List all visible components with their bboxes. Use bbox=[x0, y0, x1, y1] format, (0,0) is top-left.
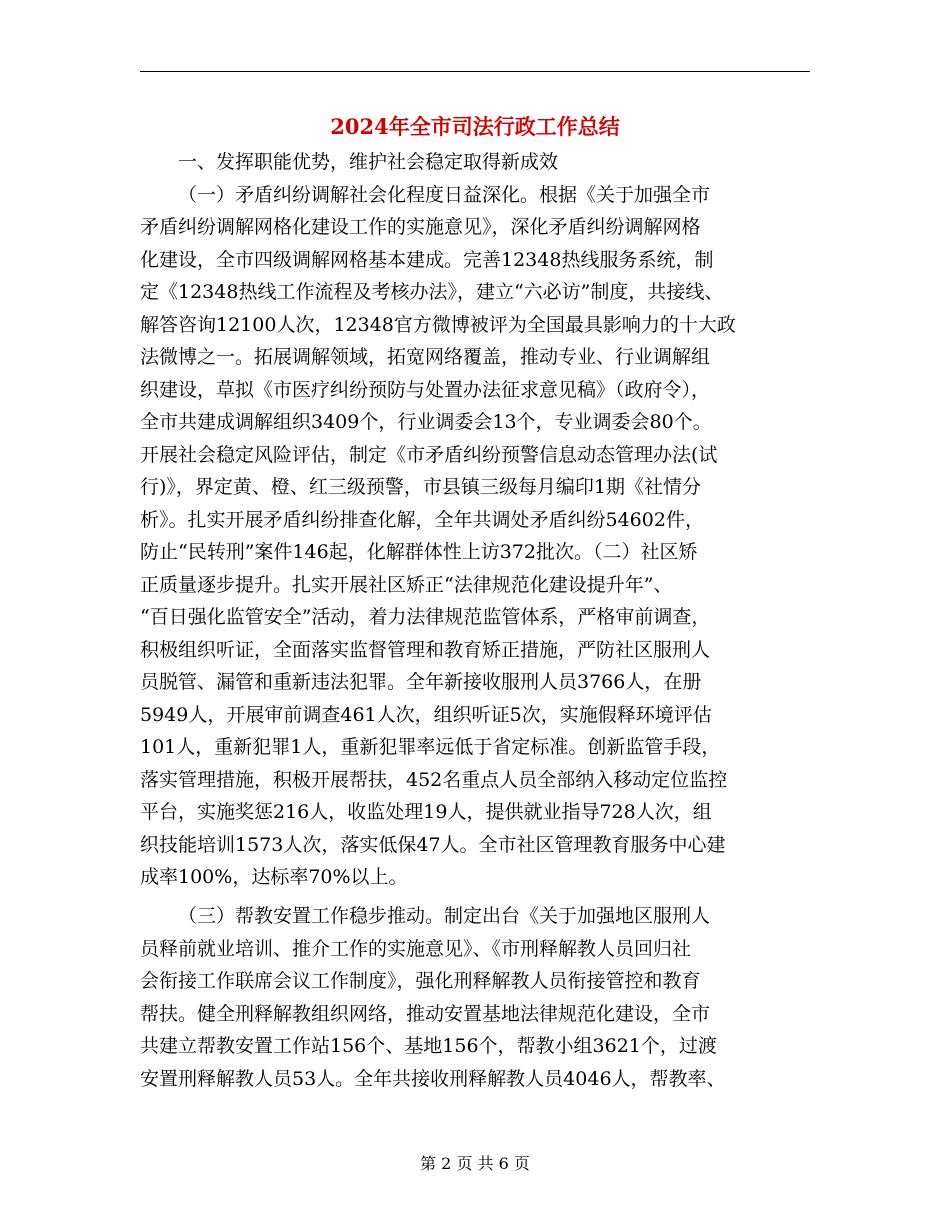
text-line: 防止“民转刑”案件146起，化解群体性上访372批次。（二）社区矫 bbox=[140, 541, 698, 563]
paragraph-1 bbox=[140, 179, 820, 894]
text-line: 织技能培训1573人次，落实低保47人。全市社区管理教育服务中心建 bbox=[140, 833, 726, 856]
text-line: 5949人，开展审前调查461人次，组织听证5次，实施假释环境评估 bbox=[140, 703, 712, 726]
text-line: 开展社会稳定风险评估，制定《市矛盾纠纷预警信息动态管理办法(试 bbox=[140, 443, 718, 466]
text-line: 员脱管、漏管和重新违法犯罪。全年新接收服刑人员3766人，在册 bbox=[140, 671, 702, 693]
text-line: 积极组织听证，全面落实监督管理和教育矫正措施，严防社区服刑人 bbox=[140, 638, 711, 661]
text-line: 成率100%，达标率70%以上。 bbox=[140, 866, 408, 888]
text-line: 定《12348热线工作流程及考核办法》，建立“六必访”制度，共接线、 bbox=[140, 281, 724, 303]
text-line: 员释前就业培训、推介工作的实施意见》、《市刑释解教人员回归社 bbox=[140, 937, 692, 960]
document-title: 2024年全市司法行政工作总结 bbox=[330, 114, 620, 139]
paragraph-2 bbox=[140, 900, 820, 1095]
text-line: 平台，实施奖惩216人，收监处理19人，提供就业指导728人次，组 bbox=[140, 801, 712, 823]
text-line: 会衔接工作联席会议工作制度》，强化刑释解教人员衔接管控和教育 bbox=[140, 970, 701, 992]
text-line: （三）帮教安置工作稳步推动。制定出台《关于加强地区服刑人 bbox=[178, 905, 711, 927]
text-line: 行)》，界定黄、橙、红三级预警，市县镇三级每月编印1期《社情分 bbox=[140, 476, 702, 498]
text-line: 全市共建成调解组织3409个，行业调委会13个，专业调委会80个。 bbox=[140, 411, 712, 433]
text-line: 解答咨询12100人次，12348官方微博被评为全国最具影响力的十大政 bbox=[140, 313, 736, 336]
section-heading-block bbox=[140, 146, 820, 179]
text-line: 正质量逐步提升。扎实开展社区矫正“法律规范化建设提升年”、 bbox=[140, 573, 673, 596]
text-line: 法微博之一。拓展调解领域，拓宽网络覆盖，推动专业、行业调解组 bbox=[140, 346, 711, 368]
text-line: “百日强化监管安全”活动，着力法律规范监管体系，严格审前调查， bbox=[140, 606, 711, 628]
section-heading: 一、发挥职能优势，维护社会稳定取得新成效 bbox=[178, 151, 559, 173]
header-rule bbox=[140, 71, 810, 72]
text-line: 矛盾纠纷调解网格化建设工作的实施意见》，深化矛盾纠纷调解网格 bbox=[140, 216, 701, 238]
text-line: 落实管理措施，积极开展帮扶，452名重点人员全部纳入移动定位监控 bbox=[140, 768, 728, 791]
text-line: 析》。扎实开展矛盾纠纷排查化解，全年共调处矛盾纠纷54602件， bbox=[140, 508, 704, 531]
text-line: 织建设，草拟《市医疗纠纷预防与处置办法征求意见稿》（政府令）， bbox=[140, 378, 711, 401]
text-line: （一）矛盾纠纷调解社会化程度日益深化。根据《关于加强全市 bbox=[178, 183, 711, 206]
text-line: 安置刑释解教人员53人。全年共接收刑释解教人员4046人，帮教率、 bbox=[140, 1067, 726, 1090]
text-line: 帮扶。健全刑释解教组织网络，推动安置基地法律规范化建设，全市 bbox=[140, 1002, 711, 1025]
page-footer: 第 2 页 共 6 页 bbox=[420, 1154, 530, 1173]
text-line: 化建设，全市四级调解网格基本建成。完善12348热线服务系统，制 bbox=[140, 248, 714, 271]
text-line: 共建立帮教安置工作站156个、基地156个，帮教小组3621个，过渡 bbox=[140, 1035, 717, 1057]
text-line: 101人，重新犯罪1人，重新犯罪率远低于省定标准。创新监管手段， bbox=[140, 736, 721, 758]
